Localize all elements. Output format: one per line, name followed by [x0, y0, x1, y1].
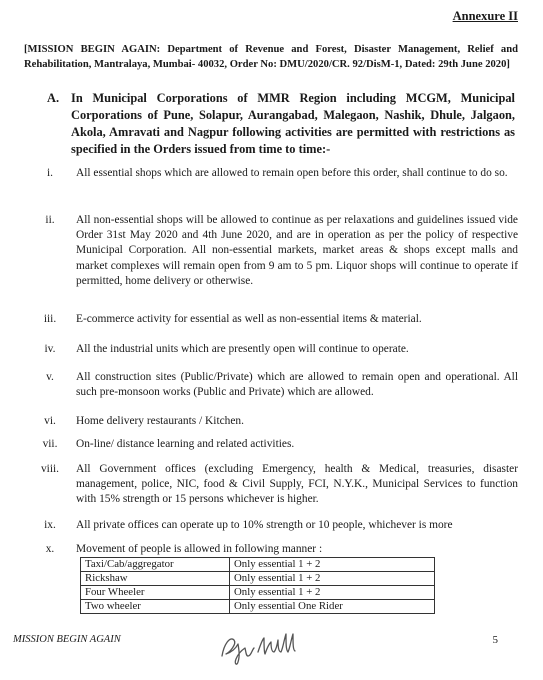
item-text: On-line/ distance learning and related activities.: [76, 438, 295, 450]
vehicle-cell: Rickshaw: [81, 572, 230, 586]
list-item: [30, 518, 518, 533]
vehicle-cell: Taxi/Cab/aggregator: [81, 558, 230, 572]
rule-cell: Only essential One Rider: [230, 600, 435, 614]
footer-mission-label: MISSION BEGIN AGAIN: [13, 634, 121, 645]
item-number: vi.: [44, 415, 56, 427]
item-text: All Government offices (excluding Emergency, health & Medical, treasuries, disaster management, police, NIC, food & Civil Supply, FCI, N.Y.K., Municipal Services to function with 15% strength or 15 persons whichever is higher.: [76, 463, 518, 506]
table-row: [81, 586, 435, 600]
item-number: x.: [45, 543, 55, 555]
list-item: [30, 437, 518, 452]
vehicle-cell: Two wheeler: [81, 600, 230, 614]
item-number: vii.: [42, 438, 58, 450]
page-number: 5: [492, 634, 498, 646]
item-text: All essential shops which are allowed to remain open before this order, shall continue to do so.: [76, 167, 508, 179]
item-text: E-commerce activity for essential as well as non-essential items & material.: [76, 313, 422, 325]
item-number: iv.: [44, 343, 56, 355]
item-number: i.: [46, 167, 53, 179]
list-item: [30, 370, 518, 400]
rule-cell: Only essential 1 + 2: [230, 572, 435, 586]
signature-mark: [218, 626, 298, 668]
table-row: [81, 600, 435, 614]
list-item: [30, 542, 518, 557]
list-item: [30, 414, 518, 429]
section-a: [47, 90, 515, 158]
signature: [218, 626, 298, 673]
item-text: All construction sites (Public/Private) which are allowed to remain open and operational. All such pre-monsoon works (Public and Private) which are allowed.: [76, 371, 518, 399]
item-text: Movement of people is allowed in following manner :: [76, 543, 323, 555]
section-letter: A.: [47, 91, 60, 105]
item-number: iii.: [43, 313, 57, 325]
rule-cell: Only essential 1 + 2: [230, 558, 435, 572]
list-item: [30, 342, 518, 357]
order-header: [MISSION BEGIN AGAIN: Department of Revenue and Forest, Disaster Management, Relief and Rehabilitation, Mantralaya, Mumbai- 40032, Order No: DMU/2020/CR. 92/DisM-1, Dated: 29th June 2020]: [24, 44, 518, 70]
table-row: [81, 558, 435, 572]
list-item: [30, 462, 518, 508]
vehicle-cell: Four Wheeler: [81, 586, 230, 600]
item-number: viii.: [40, 463, 60, 475]
item-text: All private offices can operate up to 10% strength or 10 people, whichever is more: [76, 519, 453, 531]
table-row: [81, 572, 435, 586]
item-text: All the industrial units which are presently open will continue to operate.: [76, 343, 409, 355]
item-text: Home delivery restaurants / Kitchen.: [76, 415, 244, 427]
item-number: ii.: [45, 214, 55, 226]
list-item: [30, 213, 518, 289]
item-number: ix.: [44, 519, 56, 531]
rule-cell: Only essential 1 + 2: [230, 586, 435, 600]
section-heading: In Municipal Corporations of MMR Region including MCGM, Municipal Corporations of Pune, Solapur, Aurangabad, Malegaon, Nashik, Dhule, Jalgaon, Akola, Amravati and Nagpur following activities are permitted with restrictions as specified in the Orders issued from time to time:-: [71, 91, 515, 156]
item-number: v.: [46, 371, 54, 383]
annexure-label: Annexure II: [452, 9, 518, 23]
item-text: All non-essential shops will be allowed to continue as per relaxations and guidelines issued vide Order 31st May 2020 and 4th June 2020, and are in operation as per the policy of respective Municipal Corporation. All non-essential markets, market areas & shops except malls and market complexes will remain open from 9 am to 5 pm. Liquor shops will continue to operate if permitted, home delivery or otherwise.: [76, 214, 518, 287]
list-item: [30, 166, 518, 181]
list-item: [30, 312, 518, 327]
movement-table: [80, 557, 435, 614]
